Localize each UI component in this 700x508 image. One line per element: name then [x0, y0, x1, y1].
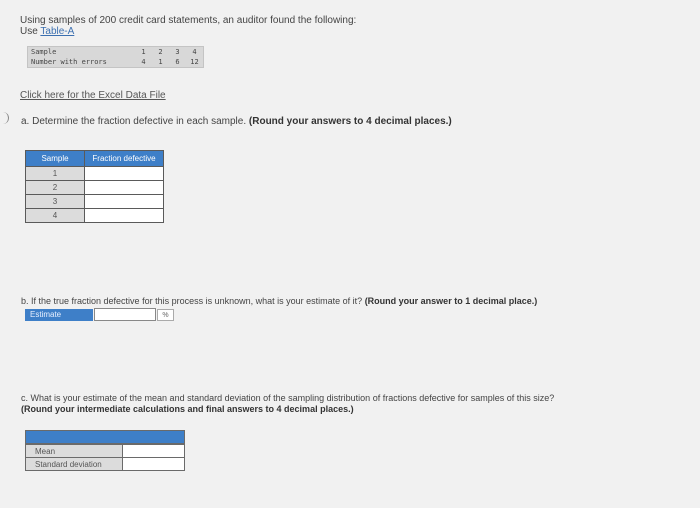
part-a-text: a. Determine the fraction defective in each sample.	[21, 116, 247, 127]
error-count: 6	[175, 58, 180, 66]
part-b-text: b. If the true fraction defective for this process is unknown, what is your estimate of it?	[21, 296, 363, 306]
question-marker	[0, 112, 9, 124]
table-row	[26, 181, 164, 195]
table-row	[26, 195, 164, 209]
sample-header: Sample	[26, 151, 85, 167]
sample-number: 2	[158, 48, 163, 56]
part-c-text: c. What is your estimate of the mean and standard deviation of the sampling distribution of fractions defective for samples of this size?	[21, 393, 555, 403]
sample-cell: 2	[26, 181, 85, 195]
part-a-instruction: (Round your answers to 4 decimal places.)	[248, 116, 452, 127]
part-c-question	[21, 393, 554, 415]
sample-number: 3	[175, 48, 180, 56]
sd-label: Standard deviation	[26, 458, 123, 470]
use-prefix: Use	[20, 26, 41, 37]
sample-cell: 1	[26, 167, 85, 181]
fraction-input[interactable]	[85, 181, 164, 195]
error-count: 12	[190, 58, 199, 66]
estimate-input[interactable]	[94, 308, 156, 321]
intro-text	[20, 15, 356, 37]
part-b-instruction: (Round your answer to 1 decimal place.)	[364, 296, 538, 306]
mean-input[interactable]	[123, 445, 184, 457]
fraction-defective-header: Fraction defective	[85, 151, 164, 167]
estimate-label: Estimate	[25, 309, 93, 321]
table-row	[26, 167, 164, 181]
excel-data-link[interactable]: Click here for the Excel Data File	[20, 90, 166, 101]
part-b-question	[21, 296, 537, 306]
fraction-input[interactable]	[85, 209, 164, 223]
table-a-link[interactable]: Table-A	[40, 26, 75, 37]
sample-number: 4	[192, 48, 197, 56]
mean-sd-table-header	[25, 430, 185, 444]
use-table-line	[20, 26, 356, 37]
fraction-input[interactable]	[85, 195, 164, 209]
mean-label: Mean	[26, 445, 123, 457]
percent-unit: %	[157, 309, 174, 321]
errors-row	[28, 57, 203, 67]
sample-number: 1	[141, 48, 146, 56]
sd-row	[25, 457, 185, 471]
errors-row-label: Number with errors	[31, 58, 107, 66]
error-count: 1	[158, 58, 163, 66]
sample-cell: 3	[26, 195, 85, 209]
error-count: 4	[141, 58, 146, 66]
fraction-defective-table	[25, 150, 164, 223]
sample-data-table	[27, 46, 204, 68]
table-row	[26, 209, 164, 223]
mean-row	[25, 444, 185, 458]
sample-row-label: Sample	[31, 48, 57, 56]
intro-line: Using samples of 200 credit card statements, an auditor found the following:	[20, 15, 357, 26]
sample-cell: 4	[26, 209, 85, 223]
fraction-input[interactable]	[85, 167, 164, 181]
part-a-question	[21, 116, 452, 127]
sd-input[interactable]	[123, 458, 184, 470]
part-c-instruction: (Round your intermediate calculations and final answers to 4 decimal places.)	[21, 404, 354, 414]
sample-row	[28, 47, 203, 57]
